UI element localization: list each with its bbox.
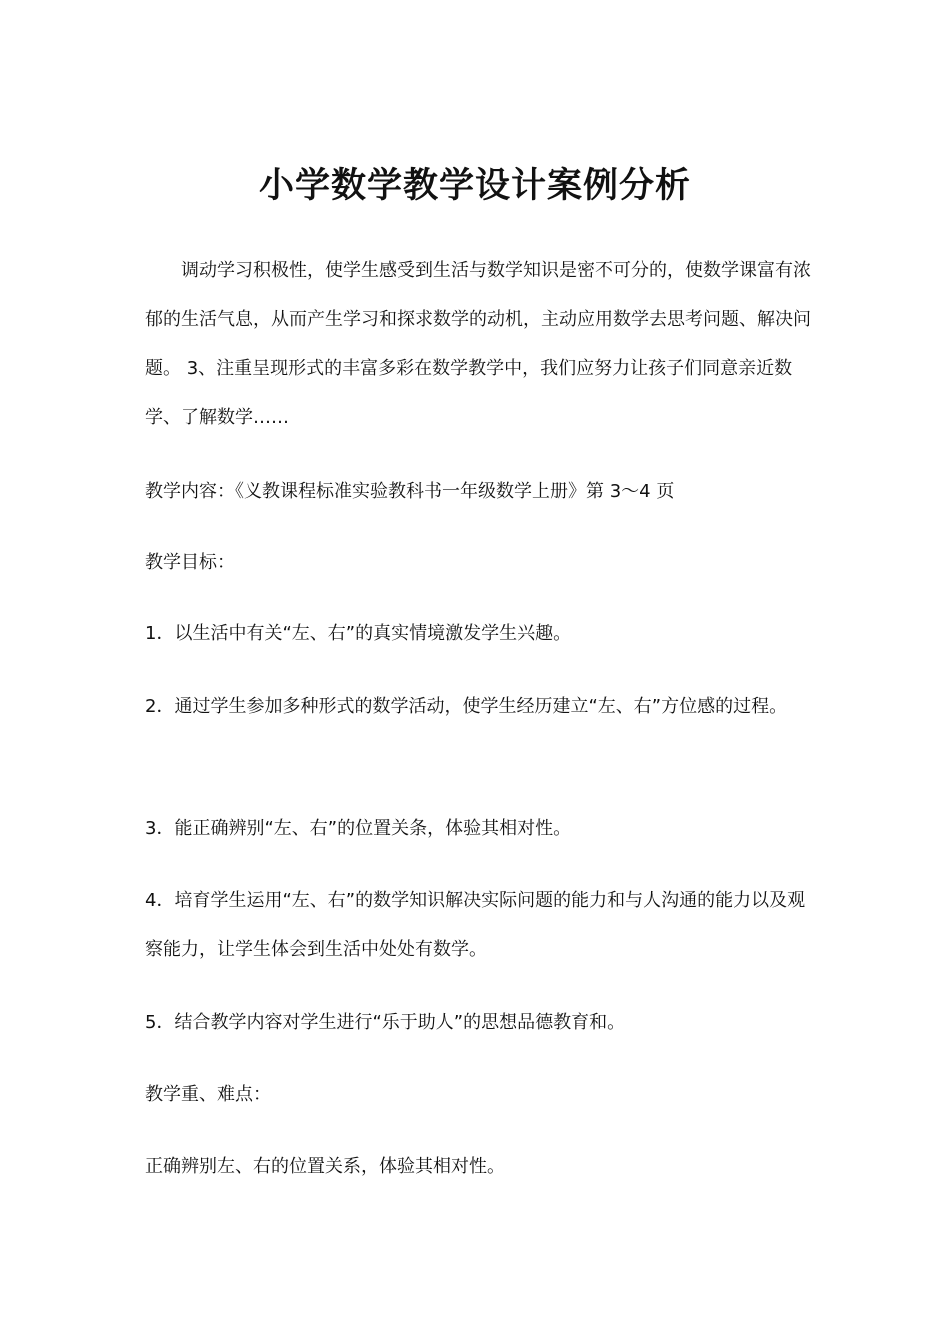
goal-item-1: 1．以生活中有关“左、右”的真实情境激发学生兴趣。: [145, 623, 572, 644]
goal-item-2: 2．通过学生参加多种形式的数学活动，使学生经历建立“左、右”方位感的过程。: [145, 696, 788, 717]
intro-paragraph: 调动学习积极性，使学生感受到生活与数学知识是密不可分的，使数学课富有浓郁的生活气息，从而产生学习和探求数学的动机，主动应用数学去思考问题、解决问题。 3、注重呈现形式的丰富多彩在数学教学中，我们应努力让孩子们同意亲近数学、了解数学……: [145, 260, 811, 428]
goal-item-4: 4．培育学生运用“左、右”的数学知识解决实际问题的能力和与人沟通的能力以及观察能力，让学生体会到生活中处处有数学。: [145, 890, 806, 960]
key-points-text: 正确辨别左、右的位置关系，体验其相对性。: [145, 1156, 505, 1177]
goal-item-5: 5．结合教学内容对学生进行“乐于助人”的思想品德教育和。: [145, 1012, 626, 1033]
goals-heading: 教学目标：: [145, 552, 235, 573]
teaching-content: 教学内容：《义教课程标准实验教科书一年级数学上册》第 3～4 页: [145, 481, 675, 502]
key-points-heading: 教学重、难点：: [145, 1084, 271, 1105]
goal-item-3: 3．能正确辨别“左、右”的位置关条，体验其相对性。: [145, 818, 572, 839]
page-title: 小学数学教学设计案例分析: [258, 166, 691, 206]
